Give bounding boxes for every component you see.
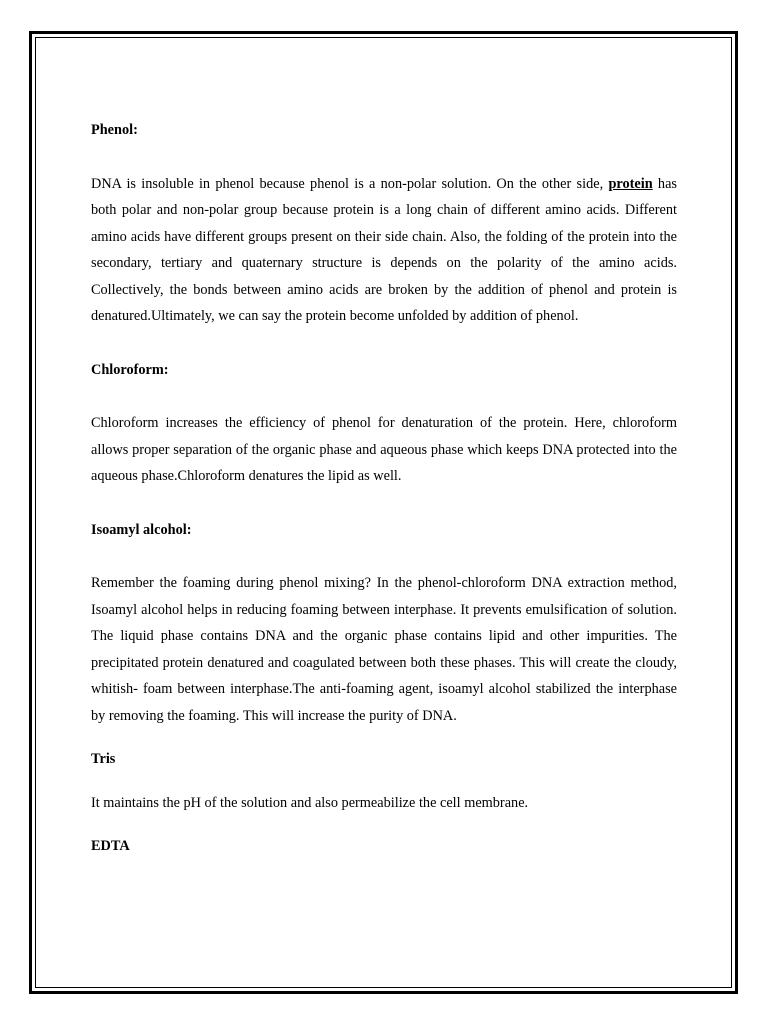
heading-tris: Tris xyxy=(91,751,116,767)
heading-phenol: Phenol: xyxy=(91,122,138,138)
paragraph-isoamyl-alcohol: Remember the foaming during phenol mixing? In the phenol-chloroform DNA extraction method, Isoamyl alcohol helps in reducing foaming between interphase. It prevents emulsification of solution. The liquid phase contains DNA and the organic phase contains lipid and other impurities. The precipitated protein denatured and coagulated between both these phases. This will create the cloudy, whitish- foam between interphase.The anti-foaming agent, isoamyl alcohol stabilized the interphase by removing the foaming. This will increase the purity of DNA. xyxy=(91,575,677,724)
paragraph-phenol xyxy=(91,171,677,330)
paragraph-phenol-part-2: has both polar and non-polar group because protein is a long chain of different amino acids. Different amino acids have different groups present on their side chain. Also, the folding of the protein into the secondary, tertiary and quaternary structure is depends on the polarity of the amino acids. Collectively, the bonds between amino acids are broken by the addition of phenol and protein is denatured.Ultimately, we can say the protein become unfolded by addition of phenol. xyxy=(91,175,677,324)
document-body xyxy=(91,117,677,860)
paragraph-chloroform: Chloroform increases the efficiency of phenol for denaturation of the protein. Here, chloroform allows proper separation of the organic phase and aqueous phase which keeps DNA protected into the aqueous phase.Chloroform denatures the lipid as well. xyxy=(91,415,677,484)
protein-link[interactable]: protein xyxy=(608,175,653,192)
paragraph-phenol-part-1: DNA is insoluble in phenol because phenol is a non-polar solution. On the other side, xyxy=(91,175,609,192)
heading-edta: EDTA xyxy=(91,838,130,854)
heading-chloroform: Chloroform: xyxy=(91,361,169,378)
paragraph-tris: It maintains the pH of the solution and also permeabilize the cell membrane. xyxy=(91,794,529,811)
heading-isoamyl-alcohol: Isoamyl alcohol: xyxy=(91,521,192,538)
